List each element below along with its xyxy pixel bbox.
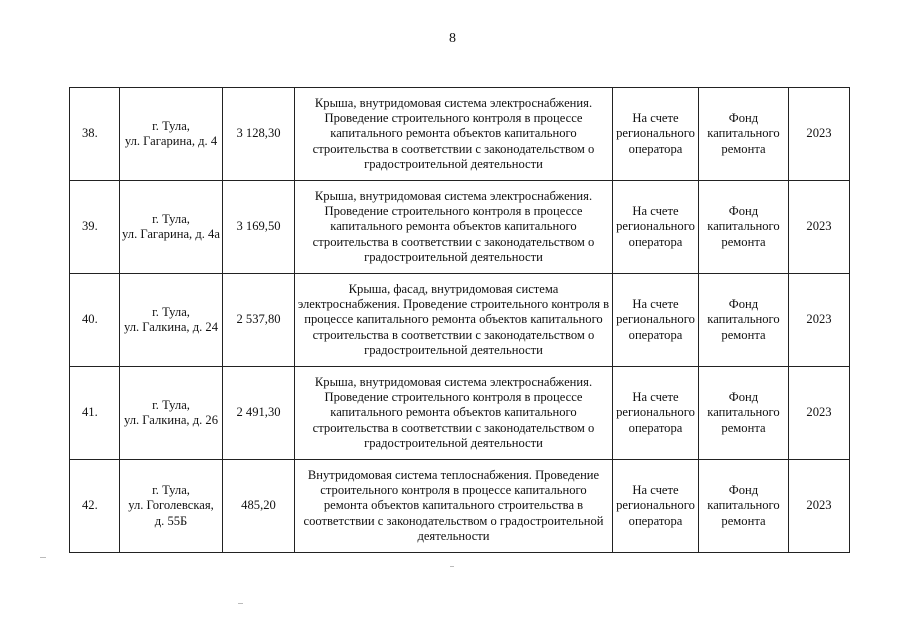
fund-cell (699, 460, 789, 553)
address-cell-line: г. Тула, (152, 304, 190, 319)
scan-artifact (238, 603, 243, 604)
address-cell (120, 460, 223, 553)
account-cell-line: оператора (628, 420, 683, 435)
fund-cell-line: капитального (707, 498, 780, 513)
account-cell-line: На счете (632, 111, 679, 126)
account-cell (613, 88, 699, 181)
year-cell: 2023 (789, 181, 850, 274)
account-cell-line: оператора (628, 234, 683, 249)
year-cell: 2023 (789, 274, 850, 367)
address-cell (120, 88, 223, 181)
address-cell-line: ул. Гагарина, д. 4а (122, 227, 220, 241)
account-cell-line: На счете (632, 297, 679, 312)
area-cell: 2 537,80 (223, 274, 295, 367)
address-cell-line: г. Тула, (152, 483, 190, 498)
address-cell (120, 274, 223, 367)
scan-artifact (450, 566, 454, 567)
fund-cell-line: Фонд (728, 204, 759, 219)
fund-cell (699, 367, 789, 460)
work-description-cell: Крыша, фасад, внутридомовая система электроснабжения. Проведение строительного контроля в процессе капитального ремонта объектов капитального строительства в соответствии с законодательством о градостроительной деятельности (295, 274, 613, 367)
address-cell-line: г. Тула, (152, 211, 190, 226)
year-cell: 2023 (789, 367, 850, 460)
fund-cell-line: Фонд (728, 111, 759, 126)
address-cell-line: ул. Галкина, д. 26 (123, 413, 219, 427)
table-row (70, 181, 850, 274)
account-cell (613, 181, 699, 274)
table-row (70, 460, 850, 553)
account-cell-line: регионального (616, 312, 695, 327)
row-number: 40. (70, 274, 120, 367)
fund-cell-line: Фонд (728, 297, 759, 312)
account-cell-line: регионального (616, 219, 695, 234)
fund-cell-line: ремонта (721, 513, 766, 528)
address-cell-line: г. Тула, (152, 118, 190, 133)
fund-cell (699, 88, 789, 181)
fund-cell-line: капитального (707, 126, 780, 141)
account-cell (613, 460, 699, 553)
account-cell (613, 274, 699, 367)
repair-works-table (69, 87, 850, 553)
fund-cell (699, 181, 789, 274)
work-description-cell: Крыша, внутридомовая система электроснабжения. Проведение строительного контроля в процессе капитального ремонта объектов капитального строительства в соответствии с законодательством о градостроительной деятельности (295, 367, 613, 460)
fund-cell-line: ремонта (721, 234, 766, 249)
fund-cell-line: капитального (707, 405, 780, 420)
address-cell-line: ул. Гагарина, д. 4 (124, 134, 218, 148)
fund-cell-line: ремонта (721, 420, 766, 435)
area-cell: 3 169,50 (223, 181, 295, 274)
row-number: 39. (70, 181, 120, 274)
table-row (70, 367, 850, 460)
fund-cell-line: Фонд (728, 483, 759, 498)
fund-cell-line: Фонд (728, 390, 759, 405)
area-cell: 2 491,30 (223, 367, 295, 460)
account-cell-line: На счете (632, 483, 679, 498)
address-cell-line: ул. Гоголевская, (128, 498, 214, 513)
work-description-cell: Крыша, внутридомовая система электроснабжения. Проведение строительного контроля в процессе капитального ремонта объектов капитального строительства в соответствии с законодательством о градостроительной деятельности (295, 88, 613, 181)
account-cell (613, 367, 699, 460)
table-row (70, 88, 850, 181)
row-number: 41. (70, 367, 120, 460)
fund-cell (699, 274, 789, 367)
area-cell: 3 128,30 (223, 88, 295, 181)
row-number: 42. (70, 460, 120, 553)
fund-cell-line: капитального (707, 219, 780, 234)
work-description-cell: Крыша, внутридомовая система электроснабжения. Проведение строительного контроля в процессе капитального ремонта объектов капитального строительства в соответствии с законодательством о градостроительной деятельности (295, 181, 613, 274)
account-cell-line: На счете (632, 390, 679, 405)
account-cell-line: оператора (628, 513, 683, 528)
address-cell-line: ул. Галкина, д. 24 (123, 320, 219, 334)
account-cell-line: оператора (628, 141, 683, 156)
address-cell (120, 367, 223, 460)
fund-cell-line: ремонта (721, 327, 766, 342)
fund-cell-line: ремонта (721, 141, 766, 156)
account-cell-line: оператора (628, 327, 683, 342)
table-body (70, 88, 850, 553)
account-cell-line: регионального (616, 498, 695, 513)
work-description-cell: Внутридомовая система теплоснабжения. Проведение строительного контроля в процессе капитального ремонта объектов капитального строительства в соответствии с законодательством о градостроительной деятельности (295, 460, 613, 553)
account-cell-line: На счете (632, 204, 679, 219)
address-cell-line: г. Тула, (152, 397, 190, 412)
page-number: 8 (449, 31, 456, 46)
account-cell-line: регионального (616, 405, 695, 420)
fund-cell-line: капитального (707, 312, 780, 327)
year-cell: 2023 (789, 88, 850, 181)
area-cell: 485,20 (223, 460, 295, 553)
account-cell-line: регионального (616, 126, 695, 141)
row-number: 38. (70, 88, 120, 181)
address-cell (120, 181, 223, 274)
year-cell: 2023 (789, 460, 850, 553)
scan-artifact (40, 557, 46, 558)
address-cell-line: д. 55Б (154, 513, 188, 528)
table-row (70, 274, 850, 367)
